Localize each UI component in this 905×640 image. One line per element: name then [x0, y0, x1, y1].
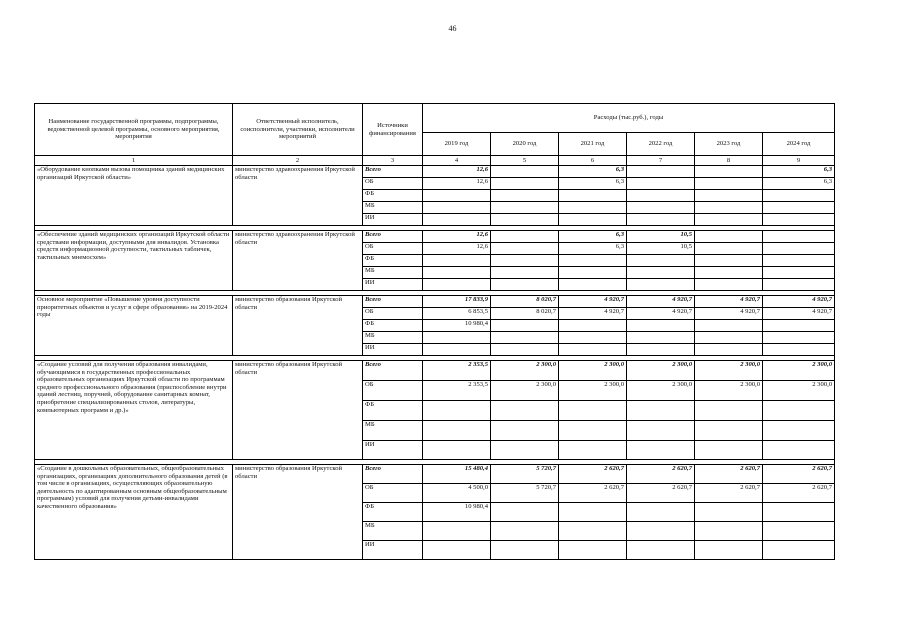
expense-value [423, 401, 491, 421]
expense-value [423, 202, 491, 214]
expense-value: 5 720,7 [491, 465, 559, 484]
expense-value [491, 202, 559, 214]
expense-value: 12,6 [423, 243, 491, 255]
expense-value: 2 620,7 [559, 484, 627, 503]
expense-value [559, 279, 627, 291]
expense-value [423, 267, 491, 279]
expense-value [627, 401, 695, 421]
table-row [35, 465, 835, 484]
expense-value: 2 300,0 [559, 361, 627, 381]
funding-source: ФБ [363, 320, 423, 332]
budget-body [35, 166, 835, 560]
expense-value: 2 620,7 [627, 484, 695, 503]
funding-source: ФБ [363, 255, 423, 267]
expense-value [763, 421, 835, 441]
expense-value [763, 255, 835, 267]
expense-value [763, 214, 835, 226]
column-number: 3 [363, 156, 423, 166]
funding-source: ОБ [363, 178, 423, 190]
expense-value: 10,5 [627, 231, 695, 243]
expense-value: 6,3 [763, 166, 835, 178]
budget-table [34, 103, 835, 560]
expense-value [695, 421, 763, 441]
expense-value [559, 332, 627, 344]
expense-value: 10 980,4 [423, 503, 491, 522]
funding-source: ОБ [363, 484, 423, 503]
funding-source: ОБ [363, 381, 423, 401]
expense-value [695, 202, 763, 214]
funding-source: ОБ [363, 308, 423, 320]
expense-value: 2 300,0 [491, 381, 559, 401]
expense-value: 6,3 [559, 243, 627, 255]
expense-value: 4 920,7 [763, 308, 835, 320]
funding-source: ИИ [363, 214, 423, 226]
expense-value: 4 920,7 [627, 308, 695, 320]
header-executor: Ответственный исполнитель, соисполнители, участники, исполнители мероприятий [233, 104, 363, 156]
expense-value [763, 202, 835, 214]
expense-value [491, 190, 559, 202]
expense-value [695, 541, 763, 560]
expense-value: 2 300,0 [627, 361, 695, 381]
expense-value [559, 344, 627, 356]
header-year: 2023 год [695, 133, 763, 156]
expense-value [763, 320, 835, 332]
expense-value: 2 300,0 [559, 381, 627, 401]
expense-value: 2 620,7 [627, 465, 695, 484]
funding-source: МБ [363, 332, 423, 344]
expense-value: 2 620,7 [559, 465, 627, 484]
expense-value [763, 441, 835, 460]
expense-value [695, 178, 763, 190]
column-number: 7 [627, 156, 695, 166]
funding-source: МБ [363, 202, 423, 214]
expense-value [559, 214, 627, 226]
expense-value: 15 480,4 [423, 465, 491, 484]
expense-value: 8 020,7 [491, 308, 559, 320]
measure-name: Основное мероприятие «Повышение уровня доступности приоритетных объектов и услуг в сфере образования» на 2019-2024 годы [35, 296, 233, 356]
funding-source: Всего [363, 361, 423, 381]
funding-source: ИИ [363, 541, 423, 560]
expense-value [423, 255, 491, 267]
expense-value [763, 401, 835, 421]
expense-value [423, 214, 491, 226]
expense-value: 2 300,0 [491, 361, 559, 381]
expense-value [763, 279, 835, 291]
expense-value [695, 320, 763, 332]
expense-value [763, 503, 835, 522]
expense-value [695, 267, 763, 279]
table-row [35, 296, 835, 308]
expense-value [695, 190, 763, 202]
funding-source: ИИ [363, 344, 423, 356]
expense-value: 4 920,7 [559, 296, 627, 308]
expense-value [763, 332, 835, 344]
funding-source: ФБ [363, 401, 423, 421]
funding-source: Всего [363, 231, 423, 243]
expense-value [695, 243, 763, 255]
expense-value [627, 190, 695, 202]
expense-value [627, 320, 695, 332]
expense-value [491, 421, 559, 441]
expense-value: 2 353,5 [423, 381, 491, 401]
expense-value [695, 503, 763, 522]
expense-value [627, 441, 695, 460]
expense-value [423, 279, 491, 291]
expense-value [627, 503, 695, 522]
measure-executor: министерство здравоохранения Иркутской области [233, 231, 363, 291]
header-year: 2021 год [559, 133, 627, 156]
expense-value: 10,5 [627, 243, 695, 255]
expense-value [559, 401, 627, 421]
expense-value [627, 279, 695, 291]
measure-name: «Создание в дошкольных образовательных, общеобразовательных организациях, организациях дополнительного образования детей (в том числе в организациях, осуществляющих образовательную деятельность по адаптированным основным общеобразовательным программам) условий для получения детьми-инвалидами качественного образования» [35, 465, 233, 560]
expense-value: 2 620,7 [695, 484, 763, 503]
measure-executor: министерство здравоохранения Иркутской области [233, 166, 363, 226]
expense-value: 2 620,7 [695, 465, 763, 484]
measure-executor: министерство образования Иркутской области [233, 361, 363, 460]
column-number: 9 [763, 156, 835, 166]
funding-source: МБ [363, 267, 423, 279]
expense-value [763, 243, 835, 255]
header-year: 2019 год [423, 133, 491, 156]
expense-value: 2 300,0 [627, 381, 695, 401]
expense-value [491, 166, 559, 178]
funding-source: ИИ [363, 441, 423, 460]
expense-value [627, 166, 695, 178]
header-year: 2020 год [491, 133, 559, 156]
expense-value [695, 255, 763, 267]
expense-value [491, 332, 559, 344]
expense-value [695, 332, 763, 344]
funding-source: ОБ [363, 243, 423, 255]
expense-value [627, 332, 695, 344]
expense-value: 2 620,7 [763, 484, 835, 503]
expense-value [559, 441, 627, 460]
expense-value: 12,6 [423, 231, 491, 243]
expense-value: 4 920,7 [695, 308, 763, 320]
measure-name: «Обеспечение зданий медицинских организаций Иркутской области средствами информации, доступными для инвалидов. Установка средств информационной доступности, тактильных табличек, тактильных мнемосхем» [35, 231, 233, 291]
table-row [35, 231, 835, 243]
table-row [35, 361, 835, 381]
column-number: 1 [35, 156, 233, 166]
header-sources: Источники финансирования [363, 104, 423, 156]
expense-value [763, 541, 835, 560]
measure-executor: министерство образования Иркутской области [233, 465, 363, 560]
expense-value: 2 300,0 [695, 381, 763, 401]
expense-value [627, 178, 695, 190]
expense-value [423, 332, 491, 344]
funding-source: ФБ [363, 190, 423, 202]
expense-value: 8 020,7 [491, 296, 559, 308]
funding-source: ФБ [363, 503, 423, 522]
expense-value [695, 441, 763, 460]
expense-value: 2 300,0 [695, 361, 763, 381]
expense-value: 10 980,4 [423, 320, 491, 332]
expense-value: 6,3 [763, 178, 835, 190]
expense-value: 5 720,7 [491, 484, 559, 503]
expense-value [559, 320, 627, 332]
expense-value [627, 541, 695, 560]
expense-value [695, 344, 763, 356]
expense-value: 4 920,7 [695, 296, 763, 308]
expense-value [695, 214, 763, 226]
funding-source: МБ [363, 522, 423, 541]
expense-value [491, 441, 559, 460]
expense-value: 6,3 [559, 231, 627, 243]
expense-value [423, 190, 491, 202]
column-number: 8 [695, 156, 763, 166]
expense-value: 2 300,0 [763, 361, 835, 381]
expense-value [627, 344, 695, 356]
measure-executor: министерство образования Иркутской области [233, 296, 363, 356]
expense-value [491, 401, 559, 421]
expense-value [695, 401, 763, 421]
expense-value: 4 500,0 [423, 484, 491, 503]
funding-source: МБ [363, 421, 423, 441]
expense-value [423, 522, 491, 541]
expense-value [763, 522, 835, 541]
expense-value [627, 255, 695, 267]
measure-name: «Создание условий для получения образования инвалидами, обучающимися в государственных профессиональных образовательных организациях Иркутской области по программам среднего профессионального образования (приспособление внутри зданий лестниц, поручней, оборудование санитарных комнат, приобретение специализированных столов, литературы, компьютерных программ и др.)» [35, 361, 233, 460]
expense-value [423, 541, 491, 560]
funding-source: Всего [363, 296, 423, 308]
column-number: 2 [233, 156, 363, 166]
column-number: 4 [423, 156, 491, 166]
expense-value [627, 522, 695, 541]
expense-value [627, 202, 695, 214]
expense-value [491, 255, 559, 267]
expense-value [627, 267, 695, 279]
header-name: Наименование государственной программы, подпрограммы, ведомственной целевой программы, основного мероприятия, мероприятия [35, 104, 233, 156]
header-year: 2022 год [627, 133, 695, 156]
table-row [35, 166, 835, 178]
expense-value [695, 522, 763, 541]
expense-value [559, 190, 627, 202]
measure-name: «Оборудование кнопками вызова помощника зданий медицинских организаций Иркутской области» [35, 166, 233, 226]
expense-value [627, 214, 695, 226]
funding-source: Всего [363, 465, 423, 484]
expense-value [763, 231, 835, 243]
expense-value [559, 503, 627, 522]
expense-value [423, 421, 491, 441]
expense-value [559, 522, 627, 541]
expense-value [423, 344, 491, 356]
expense-value: 2 353,5 [423, 361, 491, 381]
expense-value [491, 214, 559, 226]
expense-value: 12,6 [423, 166, 491, 178]
expense-value: 6 853,5 [423, 308, 491, 320]
expense-value: 2 620,7 [763, 465, 835, 484]
expense-value [559, 541, 627, 560]
expense-value: 2 300,0 [763, 381, 835, 401]
expense-value: 6,3 [559, 166, 627, 178]
expense-value [491, 267, 559, 279]
expense-value [627, 421, 695, 441]
expense-value: 4 920,7 [627, 296, 695, 308]
expense-value [491, 231, 559, 243]
page-number: 46 [448, 24, 457, 33]
expense-value [695, 231, 763, 243]
header-expenses: Расходы (тыс.руб.), годы [423, 104, 835, 133]
expense-value: 4 920,7 [763, 296, 835, 308]
expense-value [695, 166, 763, 178]
expense-value [559, 421, 627, 441]
column-number: 5 [491, 156, 559, 166]
expense-value [491, 178, 559, 190]
expense-value [491, 320, 559, 332]
expense-value [559, 267, 627, 279]
funding-source: Всего [363, 166, 423, 178]
expense-value [491, 541, 559, 560]
expense-value: 6,3 [559, 178, 627, 190]
expense-value [695, 279, 763, 291]
expense-value [763, 267, 835, 279]
funding-source: ИИ [363, 279, 423, 291]
expense-value [491, 522, 559, 541]
column-number: 6 [559, 156, 627, 166]
expense-value [423, 441, 491, 460]
expense-value: 4 920,7 [559, 308, 627, 320]
expense-value: 12,6 [423, 178, 491, 190]
expense-value [559, 255, 627, 267]
expense-value [559, 202, 627, 214]
expense-value [763, 344, 835, 356]
expense-value [491, 344, 559, 356]
expense-value: 17 833,9 [423, 296, 491, 308]
expense-value [491, 243, 559, 255]
expense-value [491, 279, 559, 291]
expense-value [763, 190, 835, 202]
header-year: 2024 год [763, 133, 835, 156]
expense-value [491, 503, 559, 522]
